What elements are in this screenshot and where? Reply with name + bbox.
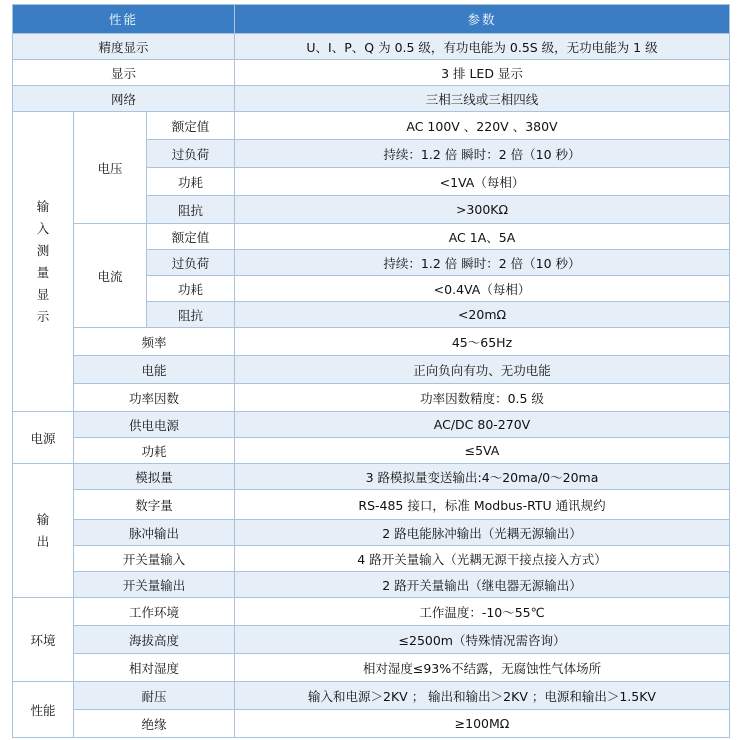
- table-row: [13, 328, 730, 356]
- row-value: 3 排 LED 显示: [235, 60, 730, 86]
- table-row: [13, 598, 730, 626]
- table-row: [13, 224, 730, 250]
- header-parameters: 参数: [235, 5, 730, 34]
- header-row: [13, 5, 730, 34]
- row-value: 相对湿度≤93%不结露，无腐蚀性气体场所: [235, 654, 730, 682]
- row-value: ≤2500m（特殊情况需咨询）: [235, 626, 730, 654]
- row-value: 4 路开关量输入（光耦无源干接点接入方式）: [235, 546, 730, 572]
- table-row: [13, 412, 730, 438]
- row-value: 功率因数精度：0.5 级: [235, 384, 730, 412]
- table-row: [13, 710, 730, 738]
- row-label: 额定值: [147, 224, 235, 250]
- row-value: 3 路模拟量变送输出:4～20ma/0～20ma: [235, 464, 730, 490]
- row-value: AC 1A、5A: [235, 224, 730, 250]
- row-label: 工作环境: [74, 598, 235, 626]
- row-value: <0.4VA（每相）: [235, 276, 730, 302]
- row-label: 精度显示: [13, 34, 235, 60]
- row-value: 三相三线或三相四线: [235, 86, 730, 112]
- row-value: <20mΩ: [235, 302, 730, 328]
- row-label: 功率因数: [74, 384, 235, 412]
- group-output: 输 出: [13, 464, 74, 598]
- row-value: ≤5VA: [235, 438, 730, 464]
- table-row: [13, 112, 730, 140]
- group-environment: 环境: [13, 598, 74, 682]
- table-row: [13, 86, 730, 112]
- group-power: 电源: [13, 412, 74, 464]
- row-value: 持续：1.2 倍 瞬时：2 倍（10 秒）: [235, 250, 730, 276]
- row-label: 显示: [13, 60, 235, 86]
- row-value: AC/DC 80-270V: [235, 412, 730, 438]
- group-performance: 性能: [13, 682, 74, 738]
- row-value: >300KΩ: [235, 196, 730, 224]
- row-label: 阻抗: [147, 302, 235, 328]
- table-row: [13, 520, 730, 546]
- row-value: 45～65Hz: [235, 328, 730, 356]
- row-label: 耐压: [74, 682, 235, 710]
- table-row: [13, 546, 730, 572]
- row-label: 功耗: [147, 276, 235, 302]
- table-row: [13, 34, 730, 60]
- row-label: 频率: [74, 328, 235, 356]
- row-label: 供电电源: [74, 412, 235, 438]
- row-value: 2 路开关量输出（继电器无源输出）: [235, 572, 730, 598]
- table-row: [13, 626, 730, 654]
- row-label: 相对湿度: [74, 654, 235, 682]
- row-label: 过负荷: [147, 250, 235, 276]
- table-row: [13, 384, 730, 412]
- row-label: 海拔高度: [74, 626, 235, 654]
- row-label: 脉冲输出: [74, 520, 235, 546]
- row-label: 额定值: [147, 112, 235, 140]
- row-label: 阻抗: [147, 196, 235, 224]
- row-label: 功耗: [147, 168, 235, 196]
- table-row: [13, 572, 730, 598]
- row-value: 2 路电能脉冲输出（光耦无源输出）: [235, 520, 730, 546]
- row-label: 开关量输出: [74, 572, 235, 598]
- row-value: 输入和电源＞2KV ； 输出和输出＞2KV ；电源和输出＞1.5KV: [235, 682, 730, 710]
- subgroup-voltage: 电压: [74, 112, 147, 224]
- table-row: [13, 464, 730, 490]
- table-row: [13, 438, 730, 464]
- row-label: 电能: [74, 356, 235, 384]
- row-value: <1VA（每相）: [235, 168, 730, 196]
- row-value: AC 100V 、220V 、380V: [235, 112, 730, 140]
- table-row: [13, 60, 730, 86]
- row-label: 过负荷: [147, 140, 235, 168]
- row-label: 网络: [13, 86, 235, 112]
- row-label: 数字量: [74, 490, 235, 520]
- spec-table: [12, 4, 730, 738]
- row-value: 工作温度：-10～55℃: [235, 598, 730, 626]
- row-label: 模拟量: [74, 464, 235, 490]
- row-label: 开关量输入: [74, 546, 235, 572]
- table-row: [13, 682, 730, 710]
- table-row: [13, 654, 730, 682]
- row-value: U、I、P、Q 为 0.5 级，有功电能为 0.5S 级，无功电能为 1 级: [235, 34, 730, 60]
- subgroup-current: 电流: [74, 224, 147, 328]
- table-row: [13, 356, 730, 384]
- row-label: 功耗: [74, 438, 235, 464]
- row-value: 正向负向有功、无功电能: [235, 356, 730, 384]
- row-value: ≥100MΩ: [235, 710, 730, 738]
- table-row: [13, 490, 730, 520]
- group-input-measurement: 输 入 测 量 显 示: [13, 112, 74, 412]
- row-label: 绝缘: [74, 710, 235, 738]
- row-value: 持续：1.2 倍 瞬时：2 倍（10 秒）: [235, 140, 730, 168]
- row-value: RS-485 接口，标准 Modbus-RTU 通讯规约: [235, 490, 730, 520]
- header-performance: 性能: [13, 5, 235, 34]
